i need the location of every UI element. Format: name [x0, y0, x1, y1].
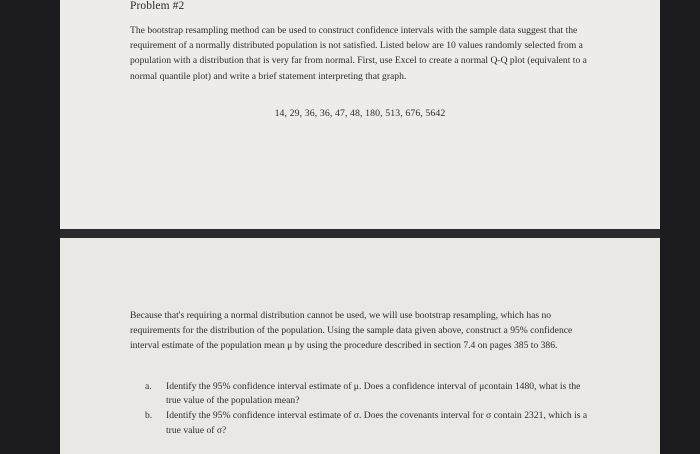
problem-heading: Problem #2: [130, 0, 185, 12]
list-item-text: Identify the 95% confidence interval estimate of σ. Does the covenants interval for σ contain 2321, which is a true value of σ?: [166, 410, 588, 436]
bootstrap-instructions-paragraph: Because that's requiring a normal distribution cannot be used, we will use bootstrap resampling, which has no requirements for the distribution of the population. Using the sample data given above, construct a 95% confidence interval estimate of the population mean μ by using the procedure described in section 7.4 on pages 385 to 386.: [130, 310, 573, 352]
page-bottom: [60, 238, 660, 454]
list-item-text: Identify the 95% confidence interval estimate of μ. Does a confidence interval of μcontain 1480, what is the true value of the population mean?: [166, 381, 581, 407]
sample-data-values: 14, 29, 36, 36, 47, 48, 180, 513, 676, 5642: [274, 108, 446, 119]
question-list: [145, 380, 595, 439]
list-item: [145, 409, 595, 437]
list-item-marker: a.: [145, 381, 152, 392]
list-item-marker: b.: [145, 410, 153, 422]
page-separator: [60, 229, 660, 238]
problem-intro-paragraph: The bootstrap resampling method can be used to construct confidence intervals with the sample data suggest that the requirement of a normally distributed population is not satisfied. Listed below are 10 values randomly selected from a population with a distribution that is very far from normal. First, use Excel to create a normal Q-Q plot (equivalent to a normal quantile plot) and write a brief statement interpreting that graph.: [130, 25, 587, 82]
page-top: [60, 0, 660, 229]
list-item: [145, 380, 595, 408]
